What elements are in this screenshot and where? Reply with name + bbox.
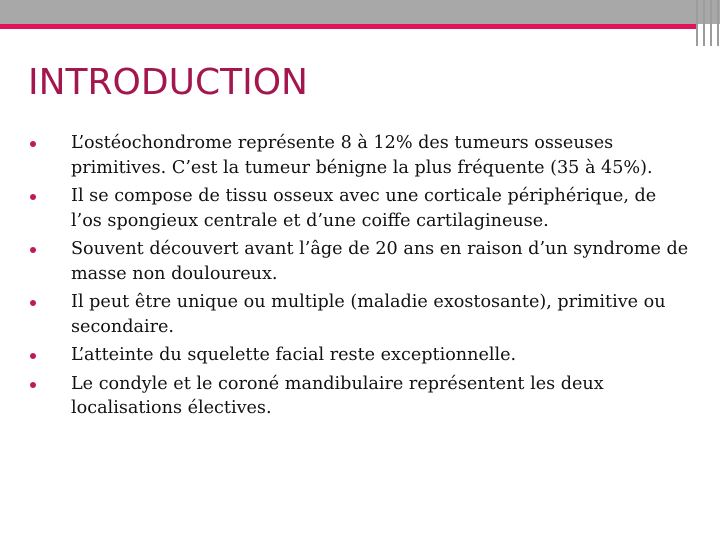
slide-title: INTRODUCTION [28,62,308,103]
bullet-list [22,131,692,425]
bullet-dot-icon [30,194,36,200]
bullet-text: Il se compose de tissu osseux avec une corticale périphérique, de l’os spongieux centrale et d’une coiffe cartilagineuse. [71,186,657,231]
accent-line [0,24,696,29]
bullet-dot-icon [30,141,36,147]
bullet-dot-icon [30,353,36,359]
bullet-item [22,290,692,339]
bullet-item [22,131,692,180]
bullet-item [22,372,692,421]
bullet-dot-icon [30,247,36,253]
bullet-text: Le condyle et le coroné mandibulaire représentent les deux localisations électives. [71,373,604,418]
bullet-dot-icon [30,300,36,306]
top-decorative-band [0,0,720,24]
bullet-text: L’ostéochondrome représente 8 à 12% des tumeurs osseuses primitives. C’est la tumeur bénigne la plus fréquente (35 à 45%). [71,133,653,178]
bullet-item [22,343,692,368]
bullet-item [22,237,692,286]
bullet-item [22,184,692,233]
bullet-text: Souvent découvert avant l’âge de 20 ans en raison d’un syndrome de masse non douloureux. [71,239,689,284]
corner-decoration [694,0,720,46]
bullet-text: L’atteinte du squelette facial reste exceptionnelle. [71,345,517,365]
bullet-dot-icon [30,382,36,388]
bullet-text: Il peut être unique ou multiple (maladie exostosante), primitive ou secondaire. [71,292,666,337]
